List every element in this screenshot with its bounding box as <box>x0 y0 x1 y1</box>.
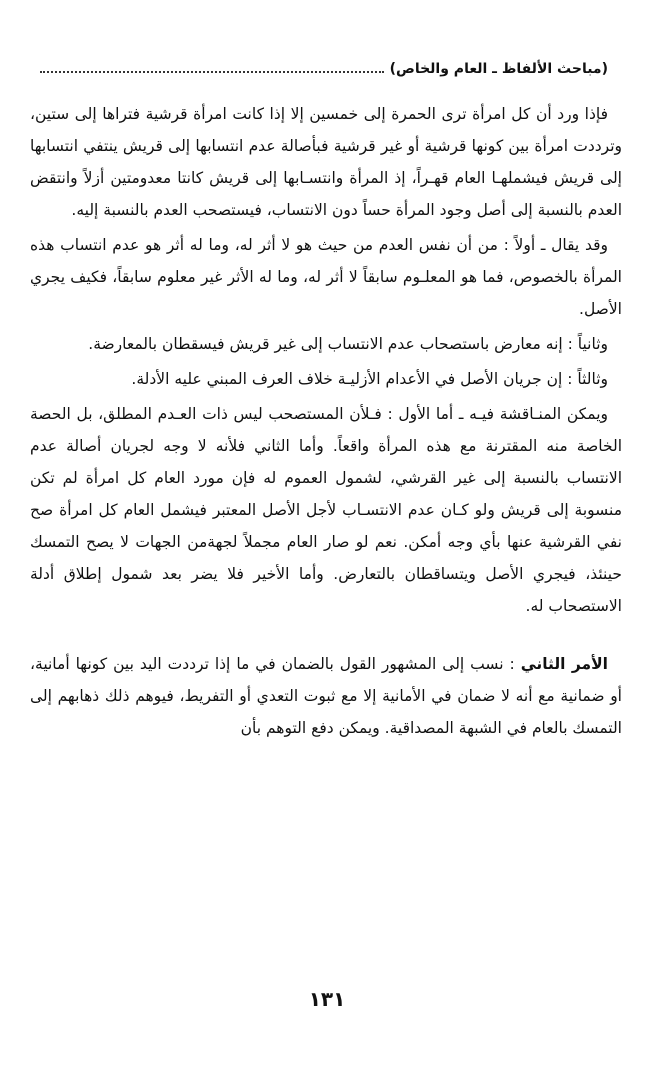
amr-thani-heading: الأمر الثاني <box>520 655 608 673</box>
paragraph-4: وثالثاً : إن جريان الأصل في الأعدام الأزليـة خلاف العرف المبني عليه الأدلة. <box>131 370 608 388</box>
running-header-title: (مباحث الألفاظ ـ العام والخاص) <box>389 61 608 77</box>
paragraph-2: وقد يقال ـ أولاً : من أن نفس العدم من حيث هو لا أثر له، وما له أثر هو عدم انتساب هذه المرأة بالخصوص، فما هو المعلـوم سابقاً لا أثر له، وما له الأثر غير معلوم سابقاً، فكيف يجري الأصل. <box>30 236 622 318</box>
paragraph-1: فإذا ورد أن كل امرأة ترى الحمرة إلى خمسين إلا إذا كانت امرأة قرشية فتراها إلى ستين، وترددت امرأة بين كونها قرشية أو غير قرشية فبأصالة عدم انتسابها إلى قريش ينتفي انتسابها إلى قريش فيشملهـا العام قهـراً، إذ المرأة وانتسـابها إلى قريش كانتا معدومتين أزلاً وانتقض العدم بالنسبة إلى أصل وجود المرأة حساً دون الانتساب، فيستصحب العدم بالنسبة إليه. <box>30 105 622 219</box>
body-text <box>30 98 622 747</box>
header-dotted-leader <box>40 71 384 73</box>
paragraph-5: ويمكن المنـاقشة فيـه ـ أما الأول : فـلأن المستصحب ليس ذات العـدم المطلق، بل الحصة الخاصة منه المقترنة مع هذه المرأة واقعاً. وأما الثاني فلأنه لا وجه لجريان أصالة عدم الانتساب بالنسبة إلى غير القرشي، لشمول العموم له فإن مورد العام كل امرأة لم تكن منسوبة إلى قريش ولو كـان عدم الانتسـاب لأجل الأصل المعتبر فيشمل العام كل امرأة صح نفي القرشية عنها بأي وجه أمكن. نعم لو صار العام مجملاً لجهةمن الجهات لا يصح التمسك حينئذ، فيجري الأصل ويتساقطان بالتعارض. وأما الأخير فلا يضر بعد شمول إطلاق أدلة الاستصحاب له. <box>30 405 622 615</box>
paragraph-3: وثانياً : إنه معارض باستصحاب عدم الانتساب إلى غير قريش فيسقطان بالمعارضة. <box>88 335 608 353</box>
running-header <box>40 57 608 81</box>
paragraph-amr-thani <box>30 648 622 744</box>
amr-thani-text: : نسب إلى المشهور القول بالضمان في ما إذا ترددت اليد بين كونها أمانية، أو ضمانية مع أنه لا ضمان في الأمانية إلا مع ثبوت التعدي أو التفريط، فيوهم ذلك ذهابهم إلى التمسك بالعام في الشبهة المصداقية. ويمكن دفع التوهم بأن <box>30 655 622 737</box>
page-number: ١٣١ <box>308 987 346 1011</box>
